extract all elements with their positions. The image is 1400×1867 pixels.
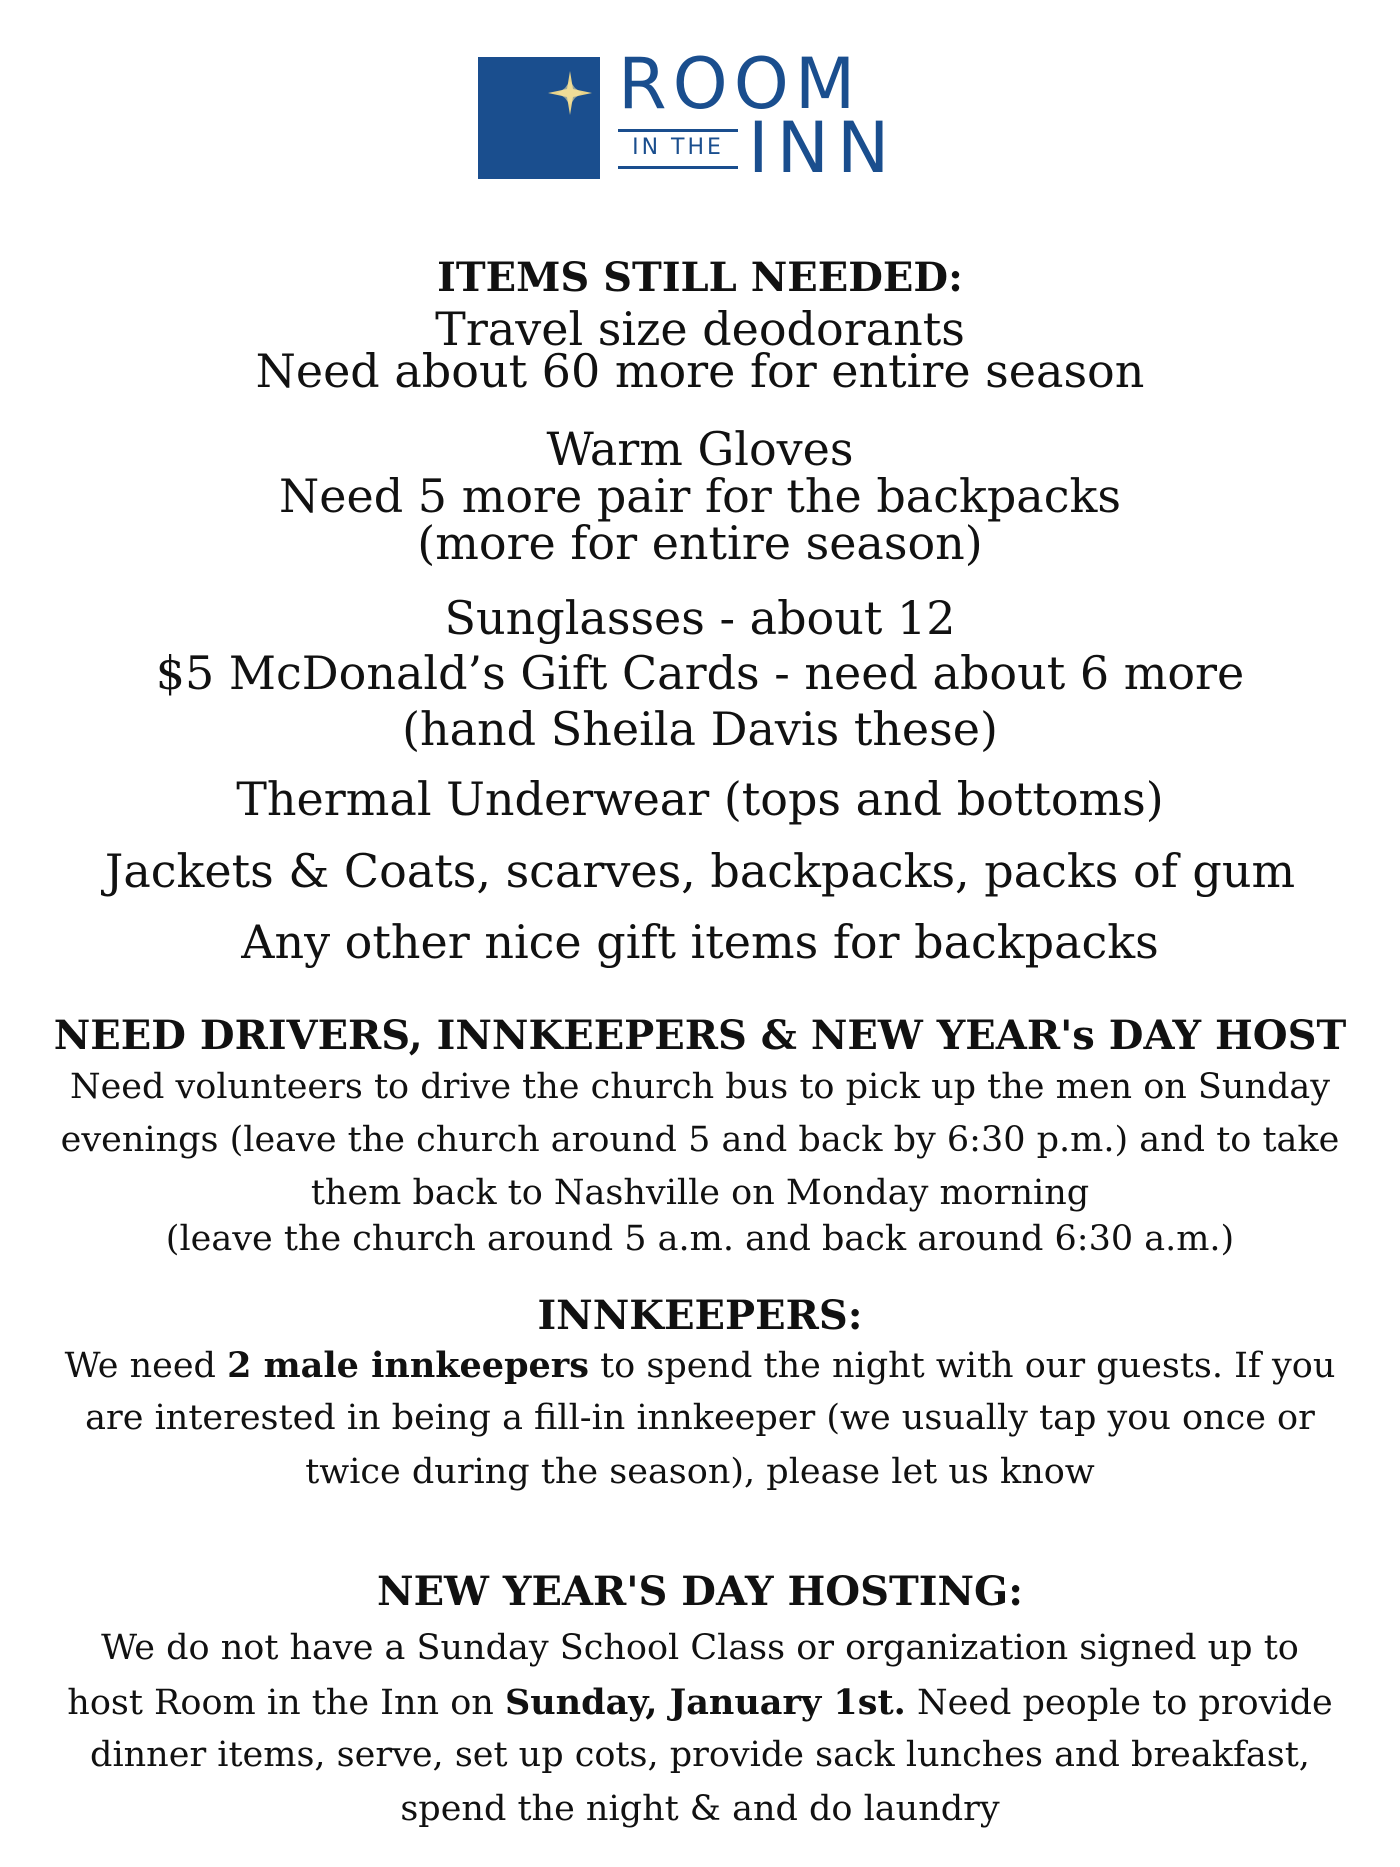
new-year-line: dinner items, serve, set up cots, provide sack lunches and breakfast,: [90, 1735, 1310, 1775]
item-line: $5 McDonald’s Gift Cards - need about 6 more: [155, 646, 1245, 700]
drivers-line: Need volunteers to drive the church bus to pick up the men on Sunday: [69, 1067, 1331, 1107]
logo-word-inn: INN: [748, 107, 898, 189]
item-line: Sunglasses - about 12: [444, 591, 956, 645]
new-year-text: Need people to provide: [905, 1683, 1333, 1723]
new-year-bold-text: Sunday, January 1st.: [504, 1682, 906, 1723]
room-in-the-inn-logo: [478, 43, 938, 189]
innkeepers-line: [0, 1345, 1400, 1386]
item-line: Need about 60 more for entire season: [255, 344, 1145, 398]
new-year-line: [0, 1682, 1400, 1723]
star-icon: [548, 71, 592, 115]
drivers-line: them back to Nashville on Monday morning: [310, 1173, 1090, 1213]
innkeepers-line: twice during the season), please let us know: [305, 1452, 1095, 1492]
logo-rule-top: [618, 129, 738, 132]
drivers-line: (leave the church around 5 a.m. and back around 6:30 a.m.): [165, 1219, 1235, 1259]
logo-word-room: ROOM: [618, 43, 862, 125]
item-line: Travel size deodorants: [435, 302, 965, 356]
logo-rule-bottom: [618, 166, 738, 169]
drivers-heading: NEED DRIVERS, INNKEEPERS & NEW YEAR's DAY HOST: [53, 1012, 1347, 1059]
item-line: Need 5 more pair for the backpacks: [279, 469, 1121, 523]
new-year-heading: NEW YEAR'S DAY HOSTING:: [377, 1568, 1023, 1615]
item-line: Any other nice gift items for backpacks: [241, 915, 1159, 969]
innkeepers-heading: INNKEEPERS:: [537, 1292, 863, 1339]
logo-square: [478, 57, 600, 179]
item-line: (more for entire season): [417, 516, 983, 570]
drivers-line: evenings (leave the church around 5 and back by 6:30 p.m.) and to take: [60, 1120, 1340, 1160]
innkeepers-text: We need: [64, 1346, 228, 1386]
items-heading: ITEMS STILL NEEDED:: [437, 254, 963, 301]
logo-word-in-the: IN THE: [632, 135, 724, 160]
new-year-text: host Room in the Inn on: [67, 1683, 505, 1723]
item-line: (hand Sheila Davis these): [402, 702, 998, 756]
innkeepers-text: to spend the night with our guests. If you: [588, 1346, 1336, 1386]
item-line: Warm Gloves: [546, 422, 854, 476]
innkeepers-line: are interested in being a fill-in innkeeper (we usually tap you once or: [85, 1398, 1315, 1438]
item-line: Jackets & Coats, scarves, backpacks, packs of gum: [104, 844, 1296, 898]
item-line: Thermal Underwear (tops and bottoms): [236, 772, 1164, 826]
innkeepers-bold-text: 2 male innkeepers: [227, 1345, 589, 1386]
new-year-line: spend the night & and do laundry: [400, 1789, 1000, 1829]
new-year-line: We do not have a Sunday School Class or organization signed up to: [101, 1628, 1299, 1668]
